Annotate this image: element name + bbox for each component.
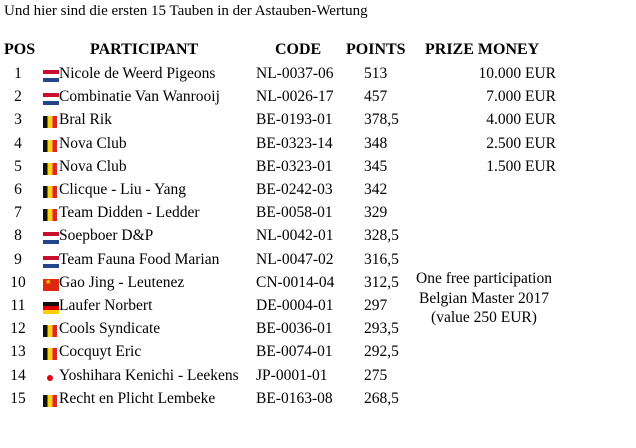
participant-name: Team Didden - Ledder <box>59 204 200 222</box>
row-position: 1 <box>14 65 22 82</box>
participant-name: Laufer Norbert <box>59 297 153 314</box>
prize-money-value: 10.000 EUR <box>478 65 556 82</box>
row-position: 4 <box>14 134 22 152</box>
table-row <box>0 65 636 88</box>
column-header-code: CODE <box>275 41 322 58</box>
be-flag-icon <box>43 325 57 337</box>
row-position: 15 <box>10 389 26 407</box>
pigeon-code: NL-0042-01 <box>256 227 334 245</box>
be-flag-icon <box>43 140 57 152</box>
pigeon-code: BE-0163-08 <box>256 389 333 407</box>
de-flag-icon <box>43 302 59 314</box>
points-value: 457 <box>364 88 388 106</box>
be-flag-icon <box>43 116 57 128</box>
row-position: 3 <box>14 111 22 129</box>
participant-name: Nova Club <box>59 134 127 152</box>
table-row <box>0 181 636 204</box>
be-flag-icon <box>43 163 57 175</box>
pigeon-code: BE-0074-01 <box>256 343 333 361</box>
participant-name: Nicole de Weerd Pigeons <box>59 65 216 82</box>
row-position: 10 <box>10 273 26 291</box>
nl-flag-icon <box>43 93 59 105</box>
pigeon-code: NL-0047-02 <box>256 250 334 268</box>
row-position: 9 <box>14 250 22 268</box>
points-value: 342 <box>364 181 388 198</box>
prize-note-line: One free participation <box>416 270 552 287</box>
prize-money-value: 7.000 EUR <box>486 88 556 106</box>
nl-flag-icon <box>43 70 59 82</box>
participant-name: Soepboer D&P <box>59 227 154 245</box>
points-value: 328,5 <box>364 227 399 245</box>
table-row <box>0 227 636 250</box>
column-header-points: POINTS <box>346 41 406 58</box>
points-value: 348 <box>364 134 388 152</box>
prize-note-line: (value 250 EUR) <box>431 309 537 326</box>
column-header-prize-money: PRIZE MONEY <box>425 41 540 58</box>
points-value: 345 <box>364 157 388 175</box>
row-position: 14 <box>10 366 26 384</box>
pigeon-code: JP-0001-01 <box>256 366 328 384</box>
participant-name: Cocquyt Eric <box>59 343 142 361</box>
points-value: 329 <box>364 204 388 222</box>
points-value: 292,5 <box>364 343 399 361</box>
participant-name: Bral Rik <box>59 111 112 129</box>
participant-name: Gao Jing - Leutenez <box>59 273 185 291</box>
pigeon-code: BE-0058-01 <box>256 204 333 222</box>
points-value: 297 <box>364 297 388 314</box>
table-row <box>0 88 636 111</box>
table-row <box>0 111 636 134</box>
prize-money-value: 2.500 EUR <box>486 134 556 152</box>
points-value: 316,5 <box>364 250 399 268</box>
row-position: 6 <box>14 181 22 198</box>
participant-name: Team Fauna Food Marian <box>59 250 220 268</box>
participant-name: Nova Club <box>59 157 127 175</box>
participant-name: Recht en Plicht Lembeke <box>59 389 216 407</box>
cn-flag-icon <box>43 279 59 291</box>
row-position: 8 <box>14 227 22 245</box>
table-row <box>0 158 636 181</box>
row-position: 2 <box>14 88 22 106</box>
prize-money-value: 1.500 EUR <box>486 157 556 175</box>
column-header-pos: POS <box>4 41 36 58</box>
pigeon-code: NL-0037-06 <box>256 65 334 82</box>
nl-flag-icon <box>43 256 59 268</box>
row-position: 11 <box>10 297 26 314</box>
points-value: 513 <box>364 65 388 82</box>
table-row <box>0 390 636 413</box>
jp-flag-icon <box>43 372 57 384</box>
be-flag-icon <box>43 348 57 360</box>
pigeon-code: NL-0026-17 <box>256 88 334 106</box>
column-header-participant: PARTICIPANT <box>90 41 199 58</box>
pigeon-code: CN-0014-04 <box>256 273 335 291</box>
participant-name: Cools Syndicate <box>59 320 161 338</box>
participant-name: Combinatie Van Wanrooij <box>59 88 220 106</box>
points-value: 312,5 <box>364 273 399 291</box>
prize-money-value: 4.000 EUR <box>486 111 556 129</box>
points-value: 268,5 <box>364 389 399 407</box>
participant-name: Yoshihara Kenichi - Leekens <box>59 366 239 384</box>
table-row <box>0 343 636 366</box>
pigeon-code: DE-0004-01 <box>256 297 334 314</box>
table-row <box>0 135 636 158</box>
points-value: 378,5 <box>364 111 399 129</box>
points-value: 275 <box>364 366 388 384</box>
row-position: 7 <box>14 204 22 222</box>
points-value: 293,5 <box>364 320 399 338</box>
pigeon-code: BE-0242-03 <box>256 181 333 198</box>
row-position: 13 <box>10 343 26 361</box>
table-row <box>0 367 636 390</box>
pigeon-code: BE-0036-01 <box>256 320 333 338</box>
be-flag-icon <box>43 395 57 407</box>
be-flag-icon <box>43 209 57 221</box>
nl-flag-icon <box>43 232 59 244</box>
pigeon-code: BE-0193-01 <box>256 111 333 129</box>
be-flag-icon <box>43 186 57 198</box>
table-row <box>0 204 636 227</box>
page-heading: Und hier sind die ersten 15 Tauben in der Astauben-Wertung <box>4 3 368 19</box>
prize-note-line: Belgian Master 2017 <box>418 289 549 307</box>
pigeon-code: BE-0323-01 <box>256 157 333 175</box>
participant-name: Clicque - Liu - Yang <box>59 181 187 198</box>
row-position: 12 <box>10 320 26 338</box>
row-position: 5 <box>14 157 22 175</box>
prize-note <box>405 269 563 328</box>
pigeon-code: BE-0323-14 <box>256 134 333 152</box>
